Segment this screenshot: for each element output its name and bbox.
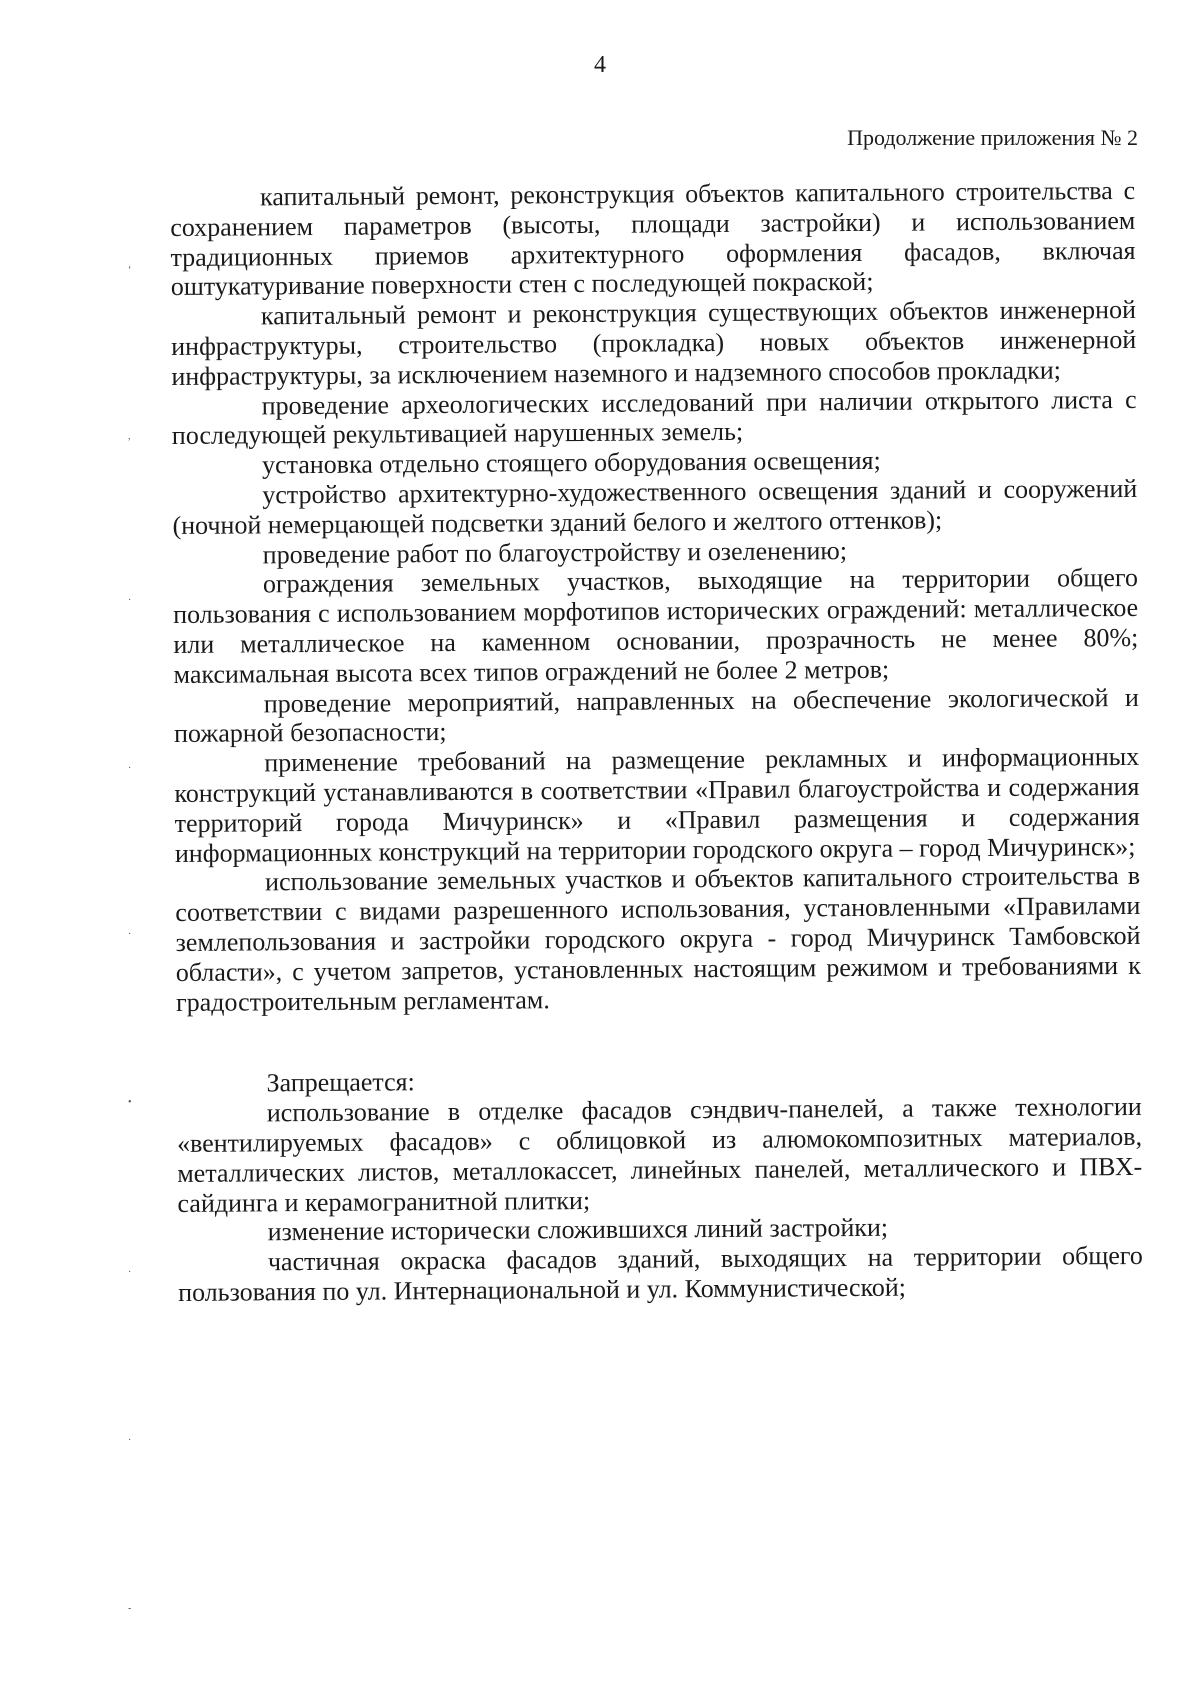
paragraph: капитальный ремонт и реконструкция существующих объектов инженерной инфраструктуры, строительство (прокладка) новых объектов инженерной инфраструктуры, за исключением наземного и надземного способов прокладки; <box>171 295 1137 391</box>
paragraph: использование земельных участков и объектов капитального строительства в соответствии с видами разрешенного использования, установленными «Правилами землепользования и застройки городского округа - город Мичуринск Тамбовской области», с учетом запретов, установленных настоящим режимом и требованиями к градостроительным регламентам. <box>175 861 1141 1017</box>
paragraph: проведение работ по благоустройству и озеленению; <box>262 535 848 569</box>
paragraph: применение требований на размещение рекламных и информационных конструкций устанавливаются в соответствии «Правил благоустройства и содержания территорий города Мичуринск» и «Правил размещения и содержания информационных конструкций на территории городского округа – город Мичуринск»; <box>174 742 1140 868</box>
prohibited-item: использование в отделке фасадов сэндвич-панелей, а также технологии «вентилируемых фасадов» с облицовкой из алюмокомпозитных материалов, металлических листов, металлокассет, линейных панелей, металлического и ПВХ-сайдинга и керамогранитной плитки; <box>176 1092 1143 1218</box>
scan-speck: • <box>128 1097 132 1108</box>
paragraph: проведение мероприятий, направленных на обеспечение экологической и пожарной безопасности; <box>173 682 1139 749</box>
body-text <box>170 176 1143 1308</box>
paragraph: капитальный ремонт, реконструкция объектов капитального строительства с сохранением параметров (высоты, площади застройки) и использованием традиционных приемов архитектурного оформления фасадов, включая оштукатуривание поверхности стен с последующей покраской; <box>170 175 1136 302</box>
scan-speck: · <box>128 929 132 940</box>
paragraph: установка отдельно стоящего оборудования освещения; <box>261 445 881 480</box>
scan-speck: · <box>128 595 132 606</box>
page-number: 4 <box>594 52 606 78</box>
paragraph: проведение археологических исследований при наличии открытого листа с последующей рекультивацией нарушенных земель; <box>171 384 1137 451</box>
scan-speck: · <box>128 1267 132 1278</box>
scan-speck: , <box>128 431 131 442</box>
paragraph: ограждения земельных участков, выходящие на территории общего пользования с использованием морфотипов исторических ограждений: металлическое или металлическое на каменном основании, прозрачность не менее 80%; максимальная высота всех типов ограждений не более 2 метров; <box>173 563 1139 689</box>
prohibited-item: частичная окраска фасадов зданий, выходящих на территории общего пользования по ул. Интернациональной и ул. Коммунистической; <box>178 1240 1143 1307</box>
scan-speck: - <box>128 1603 132 1614</box>
prohibited-heading: Запрещается: <box>266 1067 415 1098</box>
appendix-note: Продолжение приложения № 2 <box>847 125 1138 150</box>
prohibited-item: изменение исторически сложившихся линий застройки; <box>267 1213 889 1247</box>
scan-speck: ‘ <box>128 265 132 276</box>
scan-speck: · <box>128 763 132 774</box>
section-gap <box>176 1010 1141 1069</box>
paragraph: устройство архитектурно-художественного освещения зданий и сооружений (ночной немерцающей подсветки зданий белого и желтого оттенков); <box>172 473 1138 540</box>
scan-speck: · <box>128 1435 132 1446</box>
